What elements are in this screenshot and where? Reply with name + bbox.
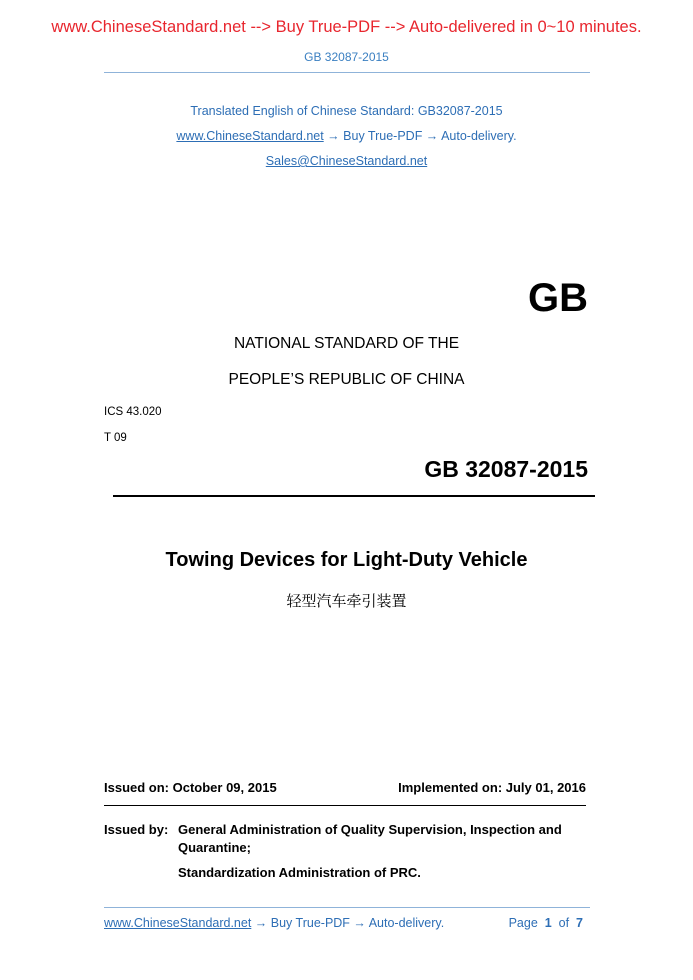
issued-by-label: Issued by:: [104, 822, 169, 837]
issue-dates: [104, 780, 586, 795]
issue-divider: [104, 805, 586, 806]
site-line: [0, 129, 693, 143]
title-cn: 轻型汽车牵引装置: [286, 593, 407, 610]
page-label: Page: [508, 916, 538, 930]
title-en: Towing Devices for Light-Duty Vehicle: [165, 549, 528, 571]
header-standard-code: GB 32087-2015: [304, 50, 389, 64]
translated-line: Translated English of Chinese Standard: GB32087-2015: [190, 104, 503, 118]
t-code: T 09: [104, 432, 127, 444]
footer-buy-text: → Buy True-PDF → Auto-delivery.: [251, 916, 445, 930]
gb-logo: GB: [528, 276, 588, 320]
page-total: 7: [576, 916, 583, 930]
standard-code: GB 32087-2015: [424, 456, 588, 482]
national-line-2: PEOPLE’S REPUBLIC OF CHINA: [228, 371, 465, 388]
issued-by-line-2: Quarantine;: [178, 840, 251, 855]
implemented-on: Implemented on: July 01, 2016: [398, 780, 586, 795]
of-label: of: [558, 916, 570, 930]
title-divider: [113, 495, 595, 497]
page-number: 1: [544, 916, 552, 930]
issued-on: Issued on: October 09, 2015: [104, 780, 277, 795]
top-banner[interactable]: www.ChineseStandard.net --> Buy True-PDF --> Auto-delivered in 0~10 minutes.: [51, 18, 642, 36]
national-line-1: NATIONAL STANDARD OF THE: [233, 335, 460, 352]
ics-code: ICS 43.020: [104, 406, 162, 418]
footer-text: [104, 916, 444, 930]
email-line: [0, 154, 693, 168]
footer-divider: [104, 907, 590, 908]
site-link[interactable]: www.ChineseStandard.net: [176, 129, 324, 143]
header-divider: [104, 72, 590, 73]
issued-by-line-1: General Administration of Quality Supervision, Inspection and: [178, 822, 562, 837]
email-link[interactable]: Sales@ChineseStandard.net: [265, 154, 428, 168]
footer-site-link[interactable]: www.ChineseStandard.net: [104, 916, 252, 930]
buy-text: → Buy True-PDF → Auto-delivery.: [323, 129, 517, 143]
issued-by-line-3: Standardization Administration of PRC.: [178, 865, 421, 880]
page-indicator: [509, 916, 583, 930]
